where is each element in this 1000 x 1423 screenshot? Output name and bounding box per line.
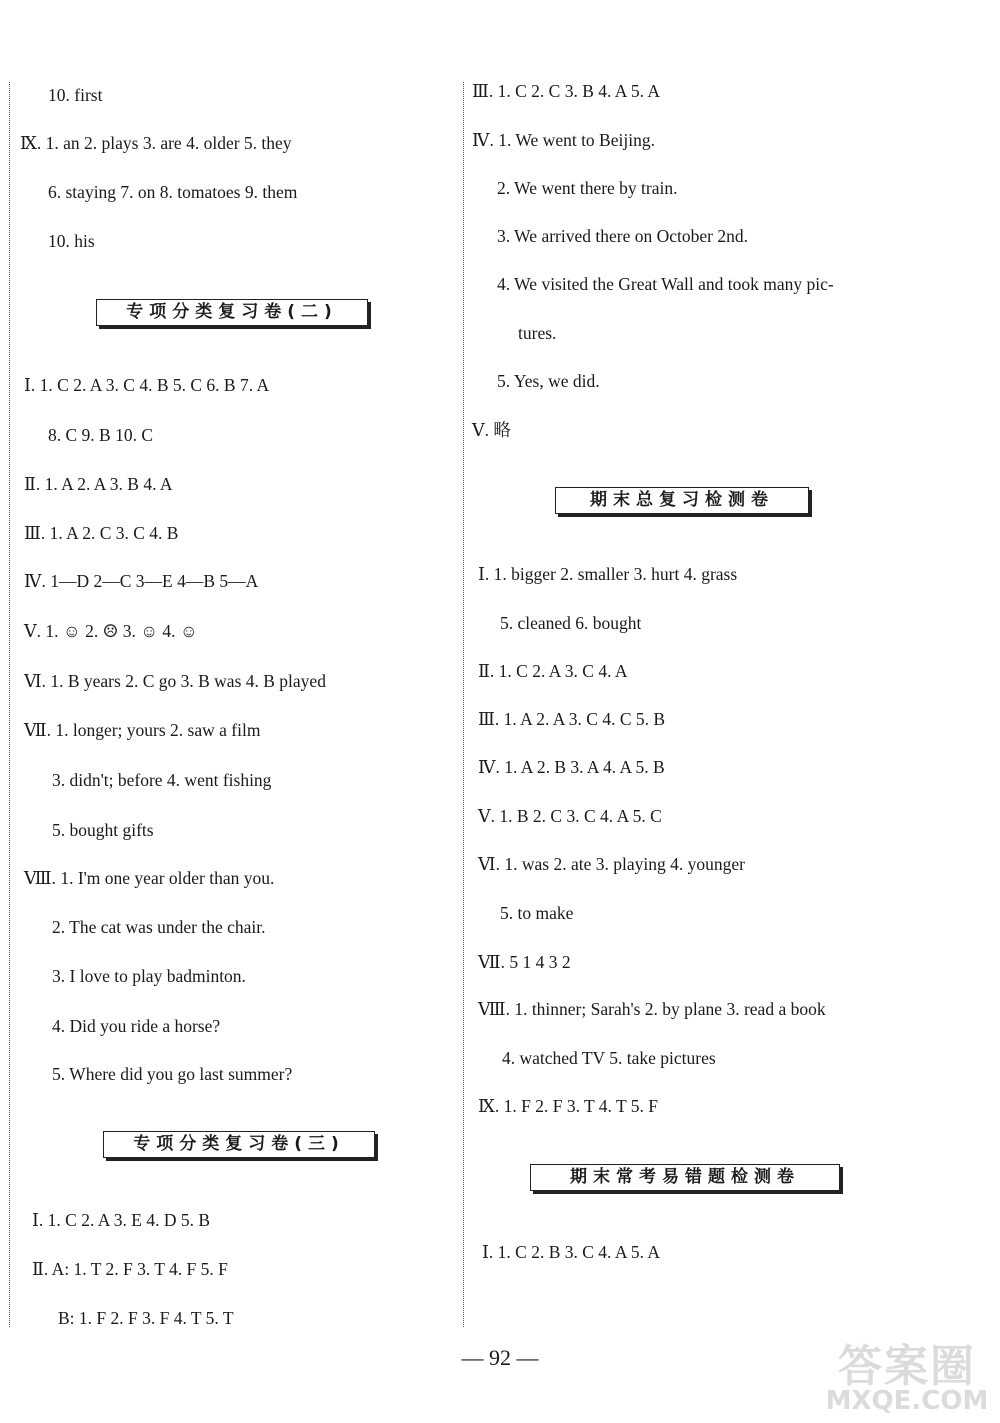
- answer-line: Ⅲ. 1. A 2. C 3. C 4. B: [24, 523, 179, 543]
- answer-line: Ⅱ. 1. A 2. A 3. B 4. A: [24, 474, 173, 494]
- answer-line: Ⅰ. 1. C 2. A 3. C 4. B 5. C 6. B 7. A: [24, 375, 270, 395]
- answer-line: 5. cleaned 6. bought: [500, 613, 642, 633]
- answer-line: Ⅳ. 1—D 2—C 3—E 4—B 5—A: [24, 571, 259, 591]
- answer-line: Ⅱ. 1. C 2. A 3. C 4. A: [478, 661, 628, 681]
- answer-line: Ⅳ. 1. A 2. B 3. A 4. A 5. B: [478, 757, 665, 777]
- answer-line-faces: Ⅴ. 1. ☺ 2. ☹ 3. ☺ 4. ☺: [24, 621, 198, 641]
- answer-line: Ⅸ. 1. an 2. plays 3. are 4. older 5. they: [20, 133, 292, 153]
- answer-line: Ⅷ. 1. thinner; Sarah's 2. by plane 3. read a book: [478, 999, 826, 1019]
- answer-line: Ⅲ. 1. C 2. C 3. B 4. A 5. A: [472, 81, 661, 101]
- answer-line: Ⅸ. 1. F 2. F 3. T 4. T 5. F: [478, 1096, 658, 1116]
- answer-line: 3. I love to play badminton.: [52, 966, 246, 986]
- answer-line: 10. first: [48, 85, 103, 105]
- answer-line: Ⅷ. 1. I'm one year older than you.: [24, 868, 275, 888]
- answer-line: Ⅰ. 1. C 2. B 3. C 4. A 5. A: [482, 1242, 661, 1262]
- watermark-logo: [818, 1330, 996, 1422]
- page-number: — 92 —: [461, 1345, 539, 1370]
- answer-line: Ⅴ. 1. B 2. C 3. C 4. A 5. C: [478, 806, 662, 826]
- answer-line: tures.: [518, 323, 557, 343]
- answer-line: Ⅴ. 略: [472, 420, 511, 440]
- column-divider: [463, 82, 464, 1327]
- answer-line: 10. his: [48, 231, 95, 251]
- answer-line: 4. Did you ride a horse?: [52, 1016, 221, 1036]
- answer-line: B: 1. F 2. F 3. F 4. T 5. T: [58, 1308, 234, 1328]
- answer-line: Ⅶ. 1. longer; yours 2. saw a film: [24, 720, 261, 740]
- answer-line: 8. C 9. B 10. C: [48, 425, 154, 445]
- answer-line: Ⅲ. 1. A 2. A 3. C 4. C 5. B: [478, 709, 666, 729]
- answer-line: 4. watched TV 5. take pictures: [502, 1048, 716, 1068]
- answer-line: Ⅵ. 1. was 2. ate 3. playing 4. younger: [478, 854, 745, 874]
- section-title: 专项分类复习卷(二): [96, 299, 368, 326]
- section-title: 期末总复习检测卷: [555, 487, 809, 514]
- section-title: 期末常考易错题检测卷: [530, 1164, 840, 1191]
- answer-line: Ⅶ. 5 1 4 3 2: [478, 952, 571, 972]
- answer-line: Ⅰ. 1. bigger 2. smaller 3. hurt 4. grass: [478, 564, 738, 584]
- section-title: 专项分类复习卷(三): [103, 1131, 375, 1158]
- answer-line: 5. Where did you go last summer?: [52, 1064, 293, 1084]
- answer-line: Ⅱ. A: 1. T 2. F 3. T 4. F 5. F: [32, 1259, 228, 1279]
- answer-line: 2. The cat was under the chair.: [52, 917, 266, 937]
- answer-line: 5. to make: [500, 903, 574, 923]
- watermark-text: 答案圈: [838, 1341, 976, 1392]
- answer-line: Ⅰ. 1. C 2. A 3. E 4. D 5. B: [32, 1210, 211, 1230]
- answer-line: Ⅳ. 1. We went to Beijing.: [472, 130, 655, 150]
- answer-line: 4. We visited the Great Wall and took many pic-: [497, 274, 834, 294]
- left-margin-divider: [9, 82, 10, 1327]
- answer-line: 5. Yes, we did.: [497, 371, 600, 391]
- answer-line: 3. We arrived there on October 2nd.: [497, 226, 748, 246]
- answer-line: 3. didn't; before 4. went fishing: [52, 770, 272, 790]
- answer-line: Ⅵ. 1. B years 2. C go 3. B was 4. B played: [24, 671, 326, 691]
- answer-line: 2. We went there by train.: [497, 178, 678, 198]
- answer-line: 6. staying 7. on 8. tomatoes 9. them: [48, 182, 298, 202]
- watermark-url: MXQE.COM: [825, 1386, 989, 1416]
- answer-line: 5. bought gifts: [52, 820, 154, 840]
